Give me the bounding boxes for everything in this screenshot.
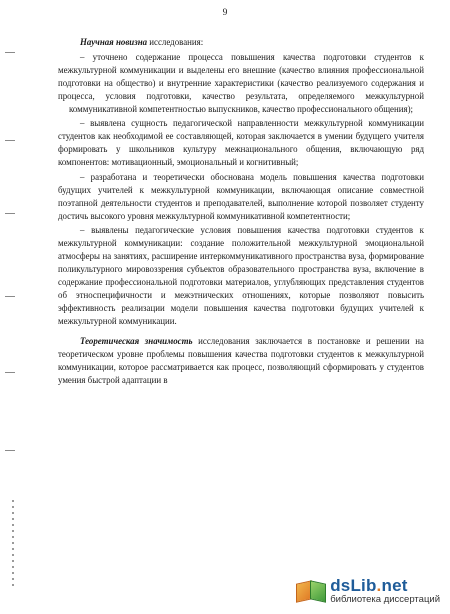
watermark-brand [330,577,440,594]
page-number: 9 [222,8,228,18]
paragraph-text: – выявлены педагогические условия повышения качества подготовки студентов к межкультурной коммуникации: создание положительной межкультурной эмоциональной атмосферы на занятиях, расширение интеркоммуникативного пространства вуза, формирование поликультурного мировоззрения субъектов образовательного пространства вуза, включение в содержание профессиональной подготовки материалов, углубляющих представления студентов об этноспецифичности и межэтнических отношениях, которые позволяют повысить эффективность реализации модели повышения качества подготовки будущих учителей к межкультурной коммуникации. [58,225,424,326]
paragraph-novelty-heading [58,36,424,49]
margin-mark [5,372,15,373]
paragraph-text: – уточнено содержание процесса повышения качества подготовки студентов к межкультурной коммуникации и выделены его внешние (качество влияния профессиональной подготовки на общество) и внутренние характеристики (качество реализуемого содержания и процесса, условия подготовки, качество результата, определяемого межкультурной коммуникативной компетентностью выпускников, качество профессионального общения); [58,51,424,114]
margin-mark [5,450,15,451]
watermark-brand-tld: net [381,575,408,595]
heading-theoretical-significance: Теоретическая значимость [80,336,193,346]
paragraph-text: – разработана и теоретически обоснована модель повышения качества подготовки будущих учителей к межкультурной коммуникации, включающая описание совместной поэтапной деятельности студентов и преподавателей, выполнение которой позволяет студенту достичь высокого уровня межкультурной коммуникативной компетентности; [58,171,424,221]
paragraph-text: исследования заключается в постановке и решении на теоретическом уровне проблемы повышения качества подготовки студентов к межкультурной коммуникации, которое рассматривается как процесс, позволяющий сформировать у студентов умения быстрой адаптации в [58,336,424,385]
margin-mark [5,52,15,53]
document-body [58,36,424,389]
book-logo-icon [296,579,326,601]
dslib-watermark[interactable] [296,577,440,605]
paragraph-novelty-item-2 [58,117,424,169]
paragraph-text: – выявлена сущность педагогической направленности межкультурной коммуникации студентов как необходимой ее составляющей, которая заключается в умении будущего учителя формировать у школьников культуру межнационального общения, включающую ряд компонентов: мотивационный, эмоциональный и когнитивный; [58,118,424,167]
watermark-brand-main: dsLib [330,575,377,595]
paragraph-theoretical-significance [58,335,424,387]
heading-novelty: Научная новизна [80,37,148,47]
watermark-subtitle: библиотека диссертаций [330,593,440,605]
margin-mark [5,140,15,141]
margin-dots [12,500,14,590]
margin-mark [5,213,15,214]
paragraph-novelty-item-3 [58,171,424,223]
margin-mark [5,296,15,297]
watermark-brand-dot: . [376,575,382,595]
paragraph-novelty-item-4 [58,224,424,328]
paragraph-novelty-item-1 [58,51,424,116]
paragraph-text: исследования: [147,37,204,47]
